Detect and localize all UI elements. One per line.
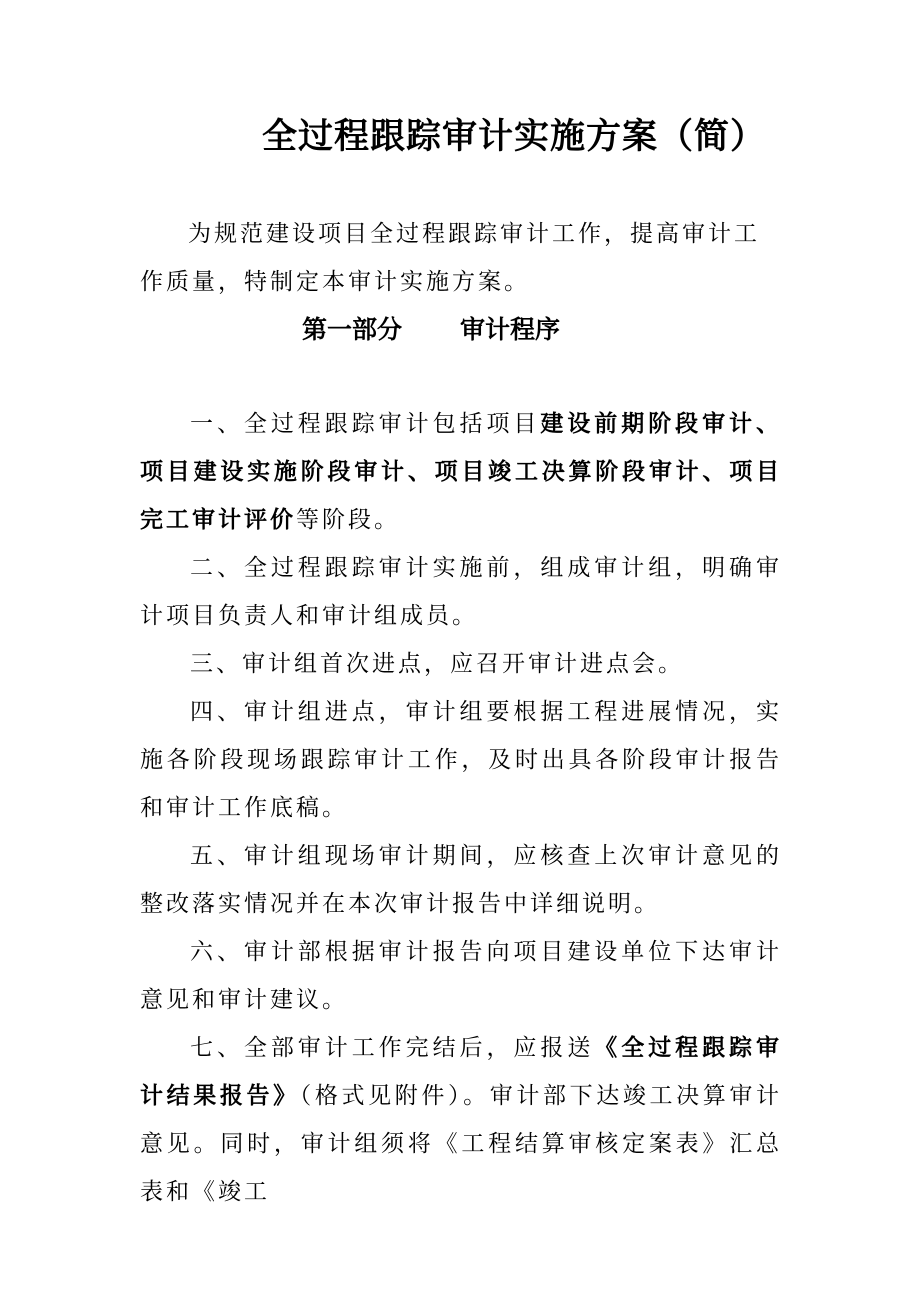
section-part-label: 第一部分: [302, 315, 403, 344]
paragraph-1-tail: 等阶段。: [296, 507, 400, 533]
paragraph-1: [140, 400, 782, 544]
paragraph-1-lead: 一、全过程跟踪审计包括项目: [190, 411, 541, 437]
paragraph-5: 五、审计组现场审计期间，应核查上次审计意见的整改落实情况并在本次审计报告中详细说明。: [140, 843, 782, 917]
paragraph-7: [140, 1024, 782, 1216]
paragraph-7-lead: 七、全部审计工作完结后，应报送: [190, 1035, 595, 1061]
section-name-label: 审计程序: [460, 315, 561, 344]
paragraph-7-emphasis: 《全过程跟踪审计结果报告》: [140, 1035, 783, 1109]
section-heading: [302, 310, 560, 350]
paragraph-3: 三、审计组首次进点，应召开审计进点会。: [190, 651, 684, 677]
document-title: 全过程跟踪审计实施方案（简）: [262, 117, 767, 157]
paragraph-4: 四、审计组进点，审计组要根据工程进展情况，实施各阶段现场跟踪审计工作，及时出具各阶段审计报告和审计工作底稿。: [140, 699, 782, 821]
paragraph-2: 二、全过程跟踪审计实施前，组成审计组，明确审计项目负责人和审计组成员。: [140, 555, 782, 629]
paragraph-1-emphasis: 建设前期阶段审计、项目建设实施阶段审计、项目竣工决算阶段审计、项目完工审计评价: [140, 411, 783, 533]
intro-paragraph: 为规范建设项目全过程跟踪审计工作，提高审计工作质量，特制定本审计实施方案。: [140, 221, 760, 295]
document-body: [140, 400, 782, 1216]
paragraph-6: 六、审计部根据审计报告向项目建设单位下达审计意见和审计建议。: [140, 939, 782, 1013]
paragraph-7-tail: （格式见附件）。审计部下达竣工决算审计意见。同时，审计组须将《工程结算审核定案表》汇总表和《竣工: [140, 1083, 782, 1205]
